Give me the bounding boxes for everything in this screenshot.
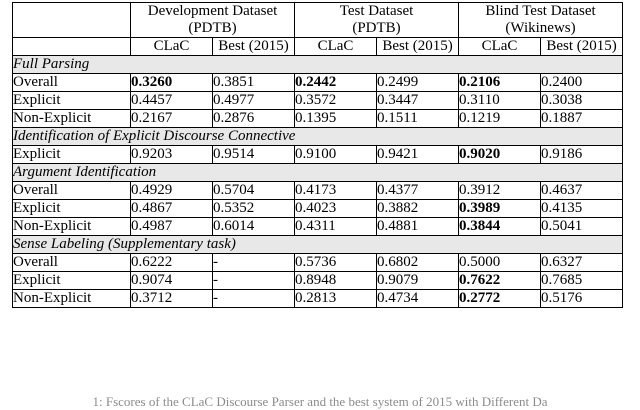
table-row [13, 199, 623, 217]
cell-value: 0.4311 [295, 217, 377, 235]
header-group-development [131, 3, 295, 38]
cell-value: 0.2167 [131, 109, 213, 127]
cell-value: 0.4734 [377, 289, 459, 307]
cell-value: 0.1887 [541, 109, 623, 127]
section-title-full-parsing: Full Parsing [13, 55, 623, 73]
cell-value: 0.2442 [295, 73, 377, 91]
row-label: Overall [13, 181, 131, 199]
cell-value: 0.3712 [131, 289, 213, 307]
table-row [13, 73, 623, 91]
section-title-sense-labeling: Sense Labeling (Supplementary task) [13, 235, 623, 253]
row-label: Non-Explicit [13, 109, 131, 127]
row-label: Non-Explicit [13, 289, 131, 307]
header-sub-blind-clac: CLaC [459, 37, 541, 55]
section-row-explicit-connective [13, 127, 623, 145]
cell-value: 0.9514 [213, 145, 295, 163]
cell-value: 0.3572 [295, 91, 377, 109]
cell-value: 0.5176 [541, 289, 623, 307]
cell-value: 0.3882 [377, 199, 459, 217]
cell-value: 0.9186 [541, 145, 623, 163]
header-group-development-title: Development Dataset [147, 3, 278, 19]
row-label: Explicit [13, 199, 131, 217]
cell-value: - [213, 289, 295, 307]
cell-value: 0.3844 [459, 217, 541, 235]
header-group-test-title: Test Dataset [339, 3, 414, 19]
header-group-blind-test-title: Blind Test Dataset [485, 3, 596, 19]
section-title-explicit-connective: Identification of Explicit Discourse Connective [13, 127, 623, 145]
cell-value: 0.3110 [459, 91, 541, 109]
cell-value: 0.5041 [541, 217, 623, 235]
header-group-development-subtitle: (PDTB) [188, 19, 237, 36]
cell-value: 0.5352 [213, 199, 295, 217]
cell-value: 0.4457 [131, 91, 213, 109]
table-row [13, 109, 623, 127]
header-sub-corner-cell [13, 37, 131, 55]
table-row [13, 217, 623, 235]
cell-value: 0.6327 [541, 253, 623, 271]
cell-value: 0.3989 [459, 199, 541, 217]
table-row [13, 145, 623, 163]
cell-value: 0.5704 [213, 181, 295, 199]
section-row-sense-labeling [13, 235, 623, 253]
cell-value: 0.4377 [377, 181, 459, 199]
cell-value: 0.7685 [541, 271, 623, 289]
header-sub-dev-best: Best (2015) [213, 37, 295, 55]
cell-value: 0.2400 [541, 73, 623, 91]
row-label: Explicit [13, 145, 131, 163]
cell-value: 0.3260 [131, 73, 213, 91]
cell-value: 0.9100 [295, 145, 377, 163]
header-sub-test-clac: CLaC [295, 37, 377, 55]
table-row [13, 271, 623, 289]
cell-value: 0.4637 [541, 181, 623, 199]
table-row [13, 91, 623, 109]
cell-value: 0.7622 [459, 271, 541, 289]
cell-value: 0.8948 [295, 271, 377, 289]
table-row [13, 181, 623, 199]
cell-value: 0.4881 [377, 217, 459, 235]
header-group-blind-test [459, 3, 623, 38]
cell-value: 0.4977 [213, 91, 295, 109]
cell-value: 0.6802 [377, 253, 459, 271]
cell-value: 0.6222 [131, 253, 213, 271]
row-label: Overall [13, 73, 131, 91]
cell-value: 0.9203 [131, 145, 213, 163]
table-row [13, 289, 623, 307]
row-label: Explicit [13, 271, 131, 289]
cell-value: 0.4135 [541, 199, 623, 217]
cell-value: - [213, 253, 295, 271]
cell-value: 0.2106 [459, 73, 541, 91]
cell-value: 0.9074 [131, 271, 213, 289]
section-row-argument-identification [13, 163, 623, 181]
header-sub-blind-best: Best (2015) [541, 37, 623, 55]
table-body [13, 55, 623, 307]
cell-value: 0.1395 [295, 109, 377, 127]
cell-value: 0.2876 [213, 109, 295, 127]
cell-value: 0.9020 [459, 145, 541, 163]
cell-value: 0.2813 [295, 289, 377, 307]
header-group-blind-test-subtitle: (Wikinews) [505, 19, 576, 36]
cell-value: - [213, 271, 295, 289]
cell-value: 0.3038 [541, 91, 623, 109]
header-sub-test-best: Best (2015) [377, 37, 459, 55]
cell-value: 0.3447 [377, 91, 459, 109]
row-label: Overall [13, 253, 131, 271]
table-header [13, 3, 623, 56]
cell-value: 0.3912 [459, 181, 541, 199]
cell-value: 0.4867 [131, 199, 213, 217]
header-group-test-subtitle: (PDTB) [352, 19, 401, 36]
header-corner-cell [13, 3, 131, 38]
cell-value: 0.4023 [295, 199, 377, 217]
paper-figure-page [0, 2, 640, 410]
cell-value: 0.4929 [131, 181, 213, 199]
cell-value: 0.1219 [459, 109, 541, 127]
header-sub-row [13, 37, 623, 55]
table-row [13, 253, 623, 271]
cell-value: 0.5000 [459, 253, 541, 271]
header-group-test [295, 3, 459, 38]
cell-value: 0.4987 [131, 217, 213, 235]
cell-value: 0.6014 [213, 217, 295, 235]
section-row-full-parsing [13, 55, 623, 73]
row-label: Explicit [13, 91, 131, 109]
cell-value: 0.4173 [295, 181, 377, 199]
cell-value: 0.9079 [377, 271, 459, 289]
row-label: Non-Explicit [13, 217, 131, 235]
header-group-row [13, 3, 623, 38]
results-table [12, 2, 623, 308]
cell-value: 0.3851 [213, 73, 295, 91]
cell-value: 0.2499 [377, 73, 459, 91]
table-caption: 1: Fscores of the CLaC Discourse Parser and the best system of 2015 with Different Da [92, 394, 548, 409]
cell-value: 0.2772 [459, 289, 541, 307]
header-sub-dev-clac: CLaC [131, 37, 213, 55]
cell-value: 0.5736 [295, 253, 377, 271]
section-title-argument-identification: Argument Identification [13, 163, 623, 181]
cell-value: 0.9421 [377, 145, 459, 163]
cell-value: 0.1511 [377, 109, 459, 127]
